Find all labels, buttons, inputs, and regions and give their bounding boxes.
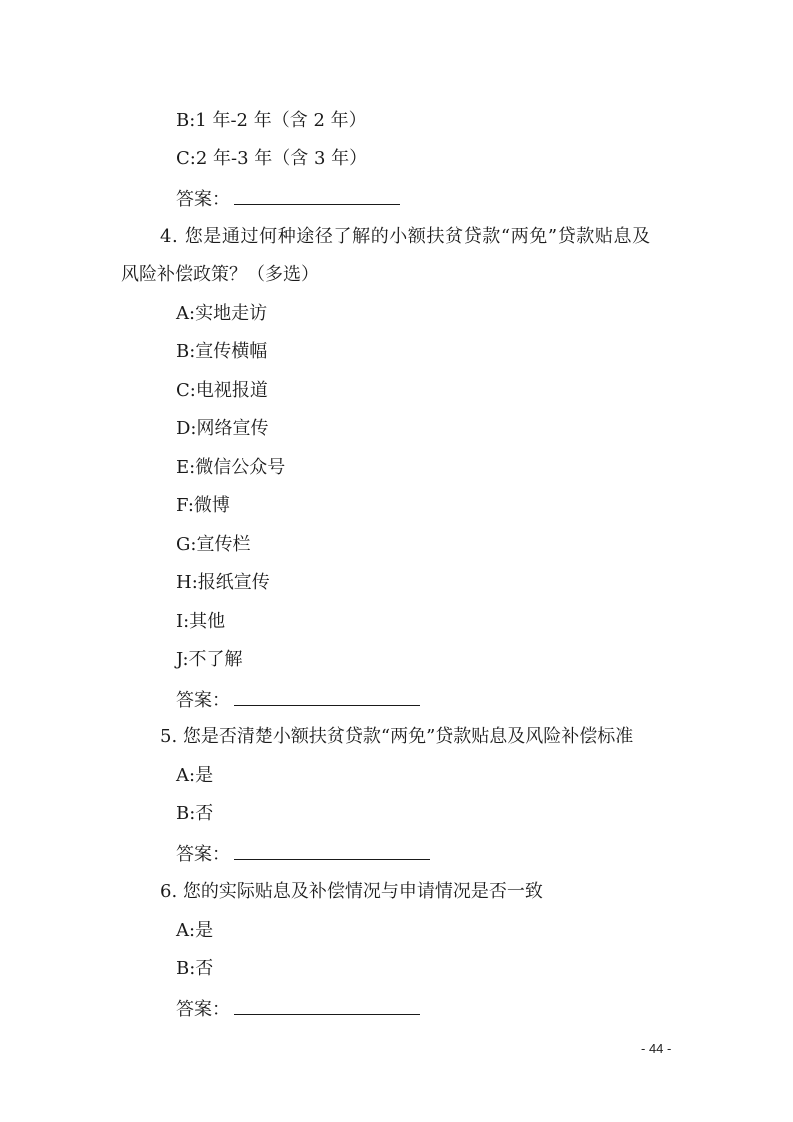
q4-option: A:实地走访: [176, 303, 268, 324]
q6-option: A:是: [176, 920, 214, 941]
answer-label: 答案：: [176, 690, 230, 711]
answer-label: 答案：: [176, 189, 230, 210]
q4-option: G:宣传栏: [176, 534, 251, 555]
q6-answer-row: [176, 996, 420, 1020]
q5-answer-row: [176, 841, 430, 865]
page-number: - 44 -: [641, 1041, 672, 1056]
q5-question: 5. 您是否清楚小额扶贫贷款“两免”贷款贴息及风险补偿标准: [160, 726, 634, 747]
q4-option: C:电视报道: [176, 380, 268, 401]
q4-option: B:宣传横幅: [176, 341, 268, 362]
q4-option: F:微博: [176, 495, 230, 516]
q5-answer-blank[interactable]: [234, 841, 430, 860]
q4-option: H:报纸宣传: [176, 572, 270, 593]
q5-option: A:是: [176, 765, 214, 786]
q6-option: B:否: [176, 958, 214, 979]
answer-label: 答案：: [176, 999, 230, 1020]
q4-option: E:微信公众号: [176, 457, 286, 478]
q4-option: I:其他: [176, 611, 226, 632]
q4-question-line2: 风险补偿政策？（多选）: [121, 264, 319, 285]
q4-answer-blank[interactable]: [234, 687, 420, 706]
q4-option: J:不了解: [176, 649, 243, 670]
q5-option: B:否: [176, 803, 214, 824]
q3-option-c: C:2 年-3 年（含 3 年）: [176, 148, 368, 169]
q4-option: D:网络宣传: [176, 418, 269, 439]
q3-answer-blank[interactable]: [234, 186, 400, 205]
q3-answer-row: [176, 186, 400, 210]
answer-label: 答案：: [176, 844, 230, 865]
q6-answer-blank[interactable]: [234, 996, 420, 1015]
q4-question-line1: 4. 您是通过何种途径了解的小额扶贫贷款“两免”贷款贴息及: [160, 226, 651, 247]
q3-option-b: B:1 年-2 年（含 2 年）: [176, 110, 367, 131]
q4-answer-row: [176, 687, 420, 711]
q6-question: 6. 您的实际贴息及补偿情况与申请情况是否一致: [160, 881, 543, 902]
